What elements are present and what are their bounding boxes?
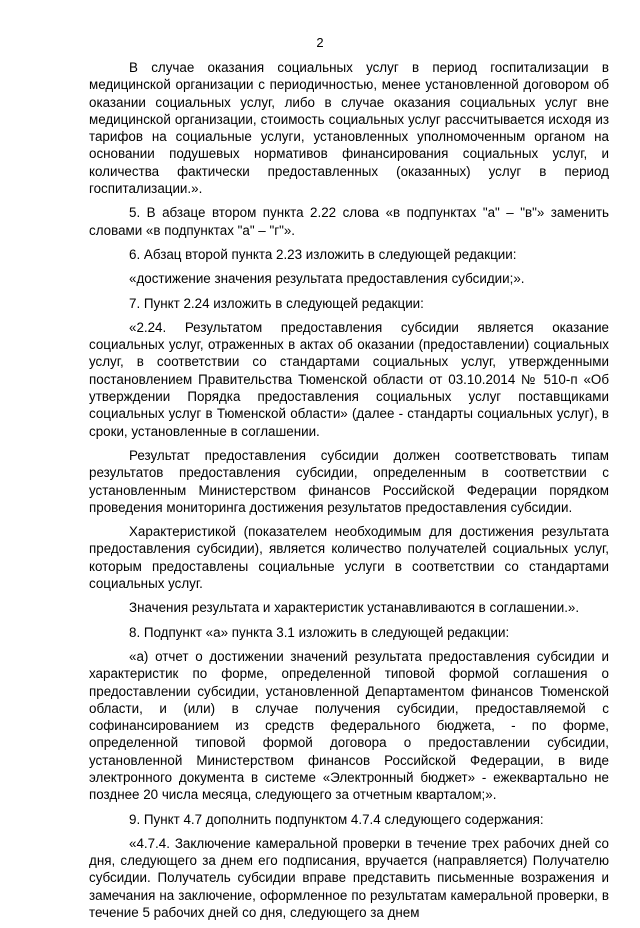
paragraph-subitem-a: «а) отчет о достижении значений результата предоставления субсидии и характеристик по форме, определенной типовой формой соглашения о предоставлении субсидии, установленной Департаментом финансов Тюменской области, и (или) в случае получения субсидии, предоставляемой с софинансированием из средств федерального бюджета, - по форме, определенной типовой формой договора о предоставлении субсидии, установленной Министерством финансов Российской Федерации, в виде электронного документа в системе «Электронный бюджет» - ежеквартально не позднее 20 числа месяца, следующего за отчетным кварталом;».: [89, 648, 609, 803]
paragraph-item-6-text: «достижение значения результата предоставления субсидии;».: [129, 271, 525, 287]
paragraph-hospitalization: В случае оказания социальных услуг в период госпитализации в медицинской организации с периодичностью, менее установленной договором об оказании социальных услуг, либо в случае оказания социальных услуг вне медицинской организации, стоимость социальных услуг рассчитывается исходя из тарифов на социальные услуги, установленных уполномоченным органом на основании подушевых нормативов финансирования социальных услуг, и количества фактически предоставленных (оказанных) услуг в период госпитализации.».: [89, 60, 609, 197]
paragraph-item-7: 7. Пункт 2.24 изложить в следующей редакции:: [129, 295, 424, 311]
page-number: 2: [316, 35, 324, 50]
paragraph-item-6: 6. Абзац второй пункта 2.23 изложить в следующей редакции:: [129, 246, 517, 262]
paragraph-characteristic: Характеристикой (показателем необходимым для достижения результата предоставления субсидии), является количество получателей социальных услуг, которым предоставлены социальные услуги в соответствии со стандартами социальных услуг.: [89, 524, 609, 592]
paragraph-values: Значения результата и характеристик устанавливаются в соглашении.».: [129, 600, 580, 616]
paragraph-item-5: 5. В абзаце втором пункта 2.22 слова «в подпунктах "а" – "в"» заменить словами «в подпунктах "а" – "г"».: [89, 205, 609, 238]
paragraph-result-types: Результат предоставления субсидии должен соответствовать типам результатов предоставления субсидии, определенным в соответствии с установленным Министерством финансов Российской Федерации порядком проведения мониторинга достижения результатов предоставления субсидии.: [89, 447, 609, 515]
paragraph-item-8: 8. Подпункт «а» пункта 3.1 изложить в следующей редакции:: [129, 624, 510, 640]
document-body: [89, 59, 609, 928]
paragraph-4-7-4: «4.7.4. Заключение камеральной проверки в течение трех рабочих дней со дня, следующего за днем его подписания, вручается (направляется) Получателю субсидии. Получатель субсидии вправе представить письменные возражения и замечания на заключение, оформленное по результатам камеральной проверки, в течение 5 рабочих дней со дня, следующего за днем: [89, 835, 609, 921]
paragraph-item-9: 9. Пункт 4.7 дополнить подпунктом 4.7.4 следующего содержания:: [129, 811, 544, 827]
paragraph-2-24: «2.24. Результатом предоставления субсидии является оказание социальных услуг, отраженных в актах об оказании (предоставлении) социальных услуг, в соответствии со стандартами социальных услуг, утвержденными постановлением Правительства Тюменской области от 03.10.2014 № 510-п «Об утверждении Порядка предоставления социальных услуг поставщиками социальных услуг в Тюменской области» (далее - стандарты социальных услуг), в сроки, установленные в соглашении.: [89, 319, 609, 439]
